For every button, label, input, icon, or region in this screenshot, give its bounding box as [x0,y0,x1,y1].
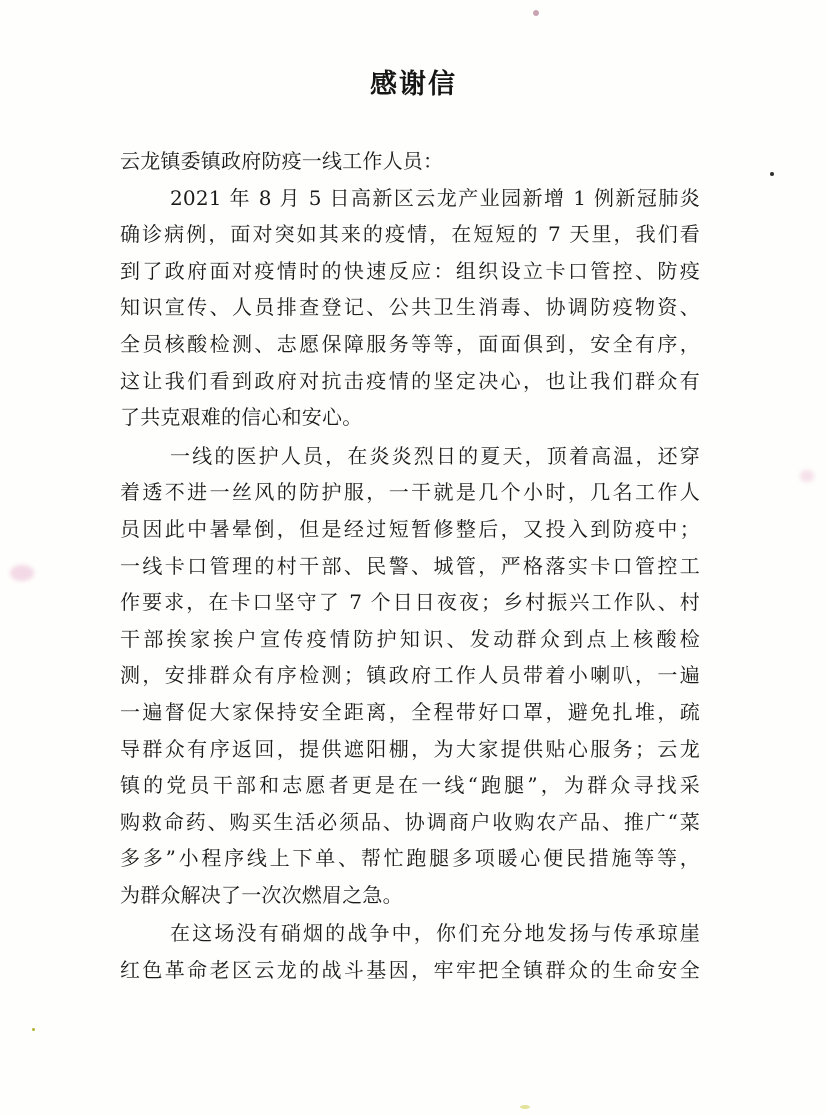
paragraph-line: 购救命药、购买生活必须品、协调商户收购农产品、推广“菜 [120,809,700,834]
paragraph-line: 员因此中暑晕倒，但是经过短暂修整后，又投入到防疫中； [120,516,700,541]
paragraph-line: 到了政府面对疫情时的快速反应：组织设立卡口管控、防疫 [120,258,700,283]
paragraph-line: 知识宣传、人员排查登记、公共卫生消毒、协调防疫物资、 [120,295,700,320]
letter-title: 感谢信 [370,69,457,100]
paragraph-line: 一遍督促大家保持安全距离，全程带好口罩，避免扎堆，疏 [120,699,700,724]
paragraph-3 [120,915,700,988]
salutation: 云龙镇委镇政府防疫一线工作人员： [120,149,444,173]
paragraph-line: 红色革命老区云龙的战斗基因，牢牢把全镇群众的生命安全 [120,958,700,983]
paragraph-line: 一线卡口管理的村干部、民警、城管，严格落实卡口管控工 [120,553,700,578]
scan-stain [10,565,34,581]
paragraph-line: 这让我们看到政府对抗击疫情的坚定决心，也让我们群众有 [120,368,700,393]
paragraph-1 [120,180,700,436]
scan-speck [533,10,539,16]
paragraph-line: 一线的医护人员，在炎炎烈日的夏天，顶着高温，还穿 [170,443,700,468]
paragraph-line: 全员核酸检测、志愿保障服务等等，面面俱到，安全有序， [120,331,700,356]
paragraph-line: 2021 年 8 月 5 日高新区云龙产业园新增 1 例新冠肺炎 [170,185,700,210]
paragraph-line: 为群众解决了一次次燃眉之急。 [120,882,403,907]
paragraph-line: 在这场没有硝烟的战争中，你们充分地发扬与传承琼崖 [170,921,700,946]
paragraph-line: 多多”小程序线上下单、帮忙跑腿多项暖心便民措施等等， [120,846,700,871]
paragraph-line: 导群众有序返回，提供遮阳棚，为大家提供贴心服务；云龙 [120,736,700,761]
paragraph-2 [120,438,700,914]
scan-speck [32,1028,35,1031]
paragraph-line: 测，安排群众有序检测；镇政府工作人员带着小喇叭，一遍 [120,663,700,688]
paragraph-line: 了共克艰难的信心和安心。 [120,405,363,430]
paragraph-line: 着透不进一丝风的防护服，一干就是几个小时，几名工作人 [120,480,700,505]
paragraph-line: 干部挨家挨户宣传疫情防护知识、发动群众到点上核酸检 [120,626,700,651]
scan-speck [520,1105,530,1109]
paragraph-line: 镇的党员干部和志愿者更是在一线“跑腿”，为群众寻找采 [120,773,700,798]
letter-body [120,143,700,989]
scan-speck [770,172,774,176]
paragraph-line: 作要求，在卡口坚守了 7 个日日夜夜；乡村振兴工作队、村 [120,590,700,615]
paragraph-line: 确诊病例，面对突如其来的疫情，在短短的 7 天里，我们看 [120,222,700,247]
scan-stain [800,470,814,482]
